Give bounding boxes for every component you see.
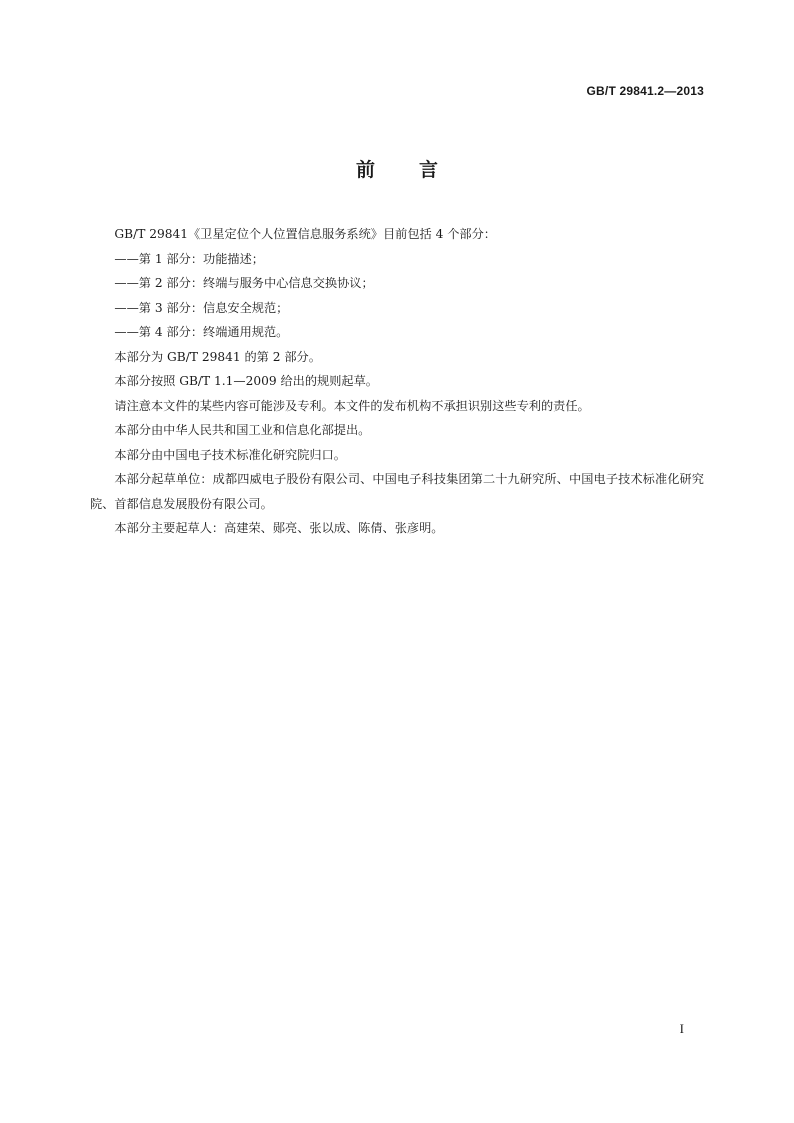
paragraph-drafting-units: 本部分起草单位：成都四威电子股份有限公司、中国电子科技集团第二十九研究所、中国电子技术标准化研究院、首都信息发展股份有限公司。 — [90, 472, 704, 511]
paragraph-drafting-rules: 本部分按照 GB/T 1.1—2009 给出的规则起草。 — [114, 374, 378, 388]
foreword-body — [90, 222, 704, 541]
paragraph-patent-notice: 请注意本文件的某些内容可能涉及专利。本文件的发布机构不承担识别这些专利的责任。 — [114, 398, 590, 413]
page-title: 前言 — [355, 159, 482, 181]
list-item-part-2: ——第 2 部分：终端与服务中心信息交换协议； — [114, 276, 374, 290]
paragraph-this-part: 本部分为 GB/T 29841 的第 2 部分。 — [114, 349, 321, 364]
paragraph-under-jurisdiction: 本部分由中国电子技术标准化研究院归口。 — [114, 447, 346, 462]
paragraph-parts-intro: GB/T 29841《卫星定位个人位置信息服务系统》目前包括 4 个部分： — [114, 227, 496, 241]
standard-number: GB/T 29841.2—2013 — [586, 84, 704, 98]
paragraph-drafters: 本部分主要起草人：高建荣、郧亮、张以成、陈倩、张彦明。 — [114, 521, 444, 535]
paragraph-proposed-by: 本部分由中华人民共和国工业和信息化部提出。 — [114, 423, 371, 437]
page-number: I — [679, 1021, 684, 1036]
list-item-part-1: ——第 1 部分：功能描述； — [114, 251, 264, 266]
list-item-part-3: ——第 3 部分：信息安全规范； — [114, 300, 289, 315]
list-item-part-4: ——第 4 部分：终端通用规范。 — [114, 325, 289, 339]
